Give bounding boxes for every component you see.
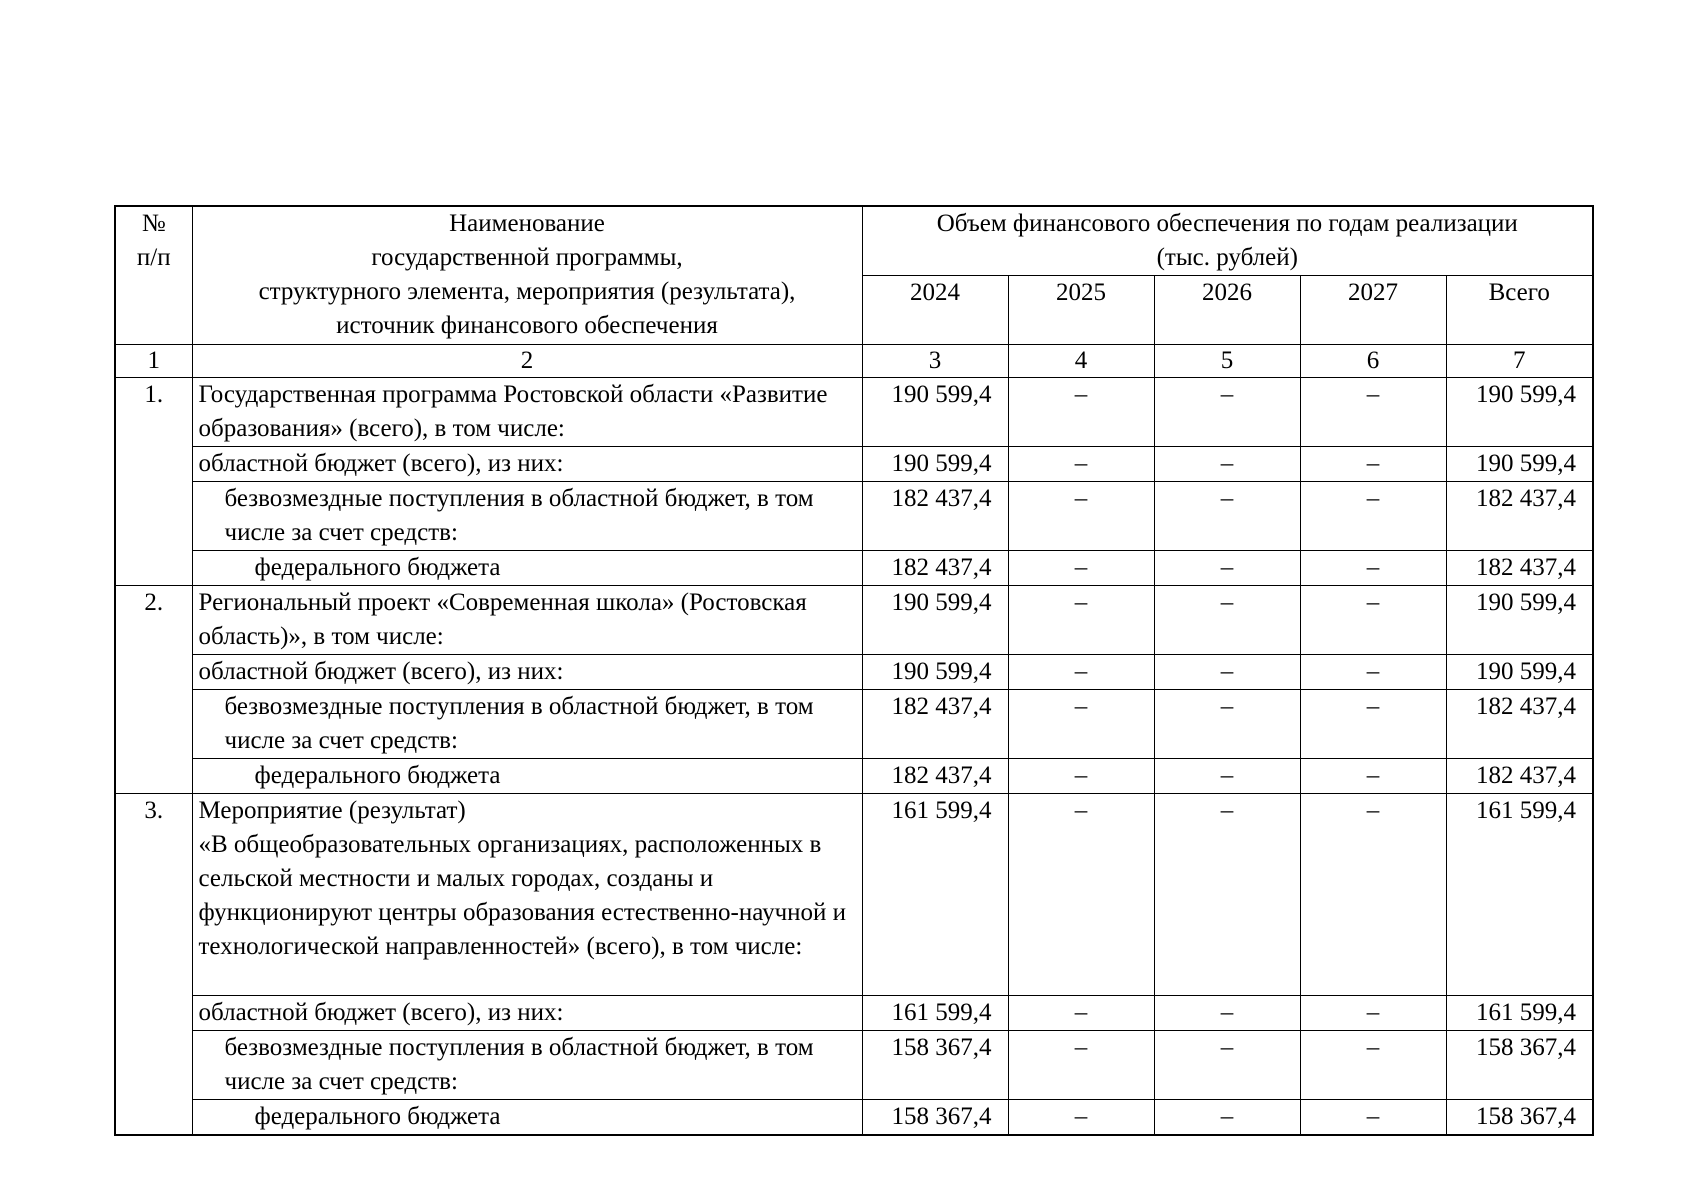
row-total-value: 161 599,4 (1446, 996, 1593, 1031)
row-year-value: – (1300, 378, 1446, 447)
row-year-value: – (1008, 690, 1154, 759)
column-number: 1 (115, 345, 192, 378)
table-row (115, 1031, 1593, 1100)
table-row (115, 551, 1593, 586)
table-row (115, 759, 1593, 794)
row-year-value: 182 437,4 (862, 759, 1008, 794)
header-year-2025: 2025 (1008, 276, 1154, 345)
row-year-value: – (1154, 482, 1300, 551)
table-row (115, 690, 1593, 759)
row-name: безвозмездные поступления в областной бюджет, в том числе за счет средств: (192, 1031, 862, 1100)
row-total-value: 158 367,4 (1446, 1031, 1593, 1100)
row-year-value: – (1300, 551, 1446, 586)
row-year-value: – (1008, 996, 1154, 1031)
header-year-2024: 2024 (862, 276, 1008, 345)
row-total-value: 158 367,4 (1446, 1100, 1593, 1136)
row-number: 3. (115, 794, 192, 1136)
row-year-value: 190 599,4 (862, 586, 1008, 655)
row-year-value: – (1008, 759, 1154, 794)
row-year-value: 182 437,4 (862, 482, 1008, 551)
row-year-value: – (1300, 1100, 1446, 1136)
row-year-value: – (1300, 759, 1446, 794)
row-year-value: – (1300, 447, 1446, 482)
row-year-value: – (1154, 586, 1300, 655)
column-number: 3 (862, 345, 1008, 378)
row-number: 1. (115, 378, 192, 586)
row-year-value: – (1154, 1100, 1300, 1136)
row-name: областной бюджет (всего), из них: (192, 655, 862, 690)
row-total-value: 182 437,4 (1446, 551, 1593, 586)
row-year-value: – (1008, 378, 1154, 447)
header-name: Наименование государственной программы, структурного элемента, мероприятия (результата), источник финансового обеспечения (192, 206, 862, 345)
row-year-value: – (1300, 482, 1446, 551)
row-total-value: 190 599,4 (1446, 586, 1593, 655)
row-year-value: – (1154, 996, 1300, 1031)
row-name: областной бюджет (всего), из них: (192, 447, 862, 482)
table-row (115, 482, 1593, 551)
row-year-value: 182 437,4 (862, 690, 1008, 759)
row-year-value: – (1008, 551, 1154, 586)
row-year-value: – (1154, 1031, 1300, 1100)
column-number: 4 (1008, 345, 1154, 378)
row-total-value: 182 437,4 (1446, 482, 1593, 551)
row-name: областной бюджет (всего), из них: (192, 996, 862, 1031)
table-row (115, 447, 1593, 482)
row-year-value: 182 437,4 (862, 551, 1008, 586)
row-year-value: 158 367,4 (862, 1031, 1008, 1100)
financing-table (114, 205, 1594, 1136)
header-volume: Объем финансового обеспечения по годам реализации (тыс. рублей) (862, 206, 1593, 276)
header-num: № п/п (115, 206, 192, 345)
row-year-value: – (1008, 447, 1154, 482)
table-row (115, 586, 1593, 655)
column-number: 6 (1300, 345, 1446, 378)
row-name: федерального бюджета (192, 759, 862, 794)
header-row-top (115, 206, 1593, 276)
row-name: федерального бюджета (192, 551, 862, 586)
row-name: безвозмездные поступления в областной бюджет, в том числе за счет средств: (192, 690, 862, 759)
header-total: Всего (1446, 276, 1593, 345)
row-total-value: 190 599,4 (1446, 655, 1593, 690)
row-year-value: 161 599,4 (862, 996, 1008, 1031)
row-year-value: – (1300, 794, 1446, 996)
row-year-value: – (1300, 1031, 1446, 1100)
row-number: 2. (115, 586, 192, 794)
row-year-value: – (1154, 655, 1300, 690)
row-year-value: – (1300, 586, 1446, 655)
column-number: 7 (1446, 345, 1593, 378)
row-total-value: 190 599,4 (1446, 447, 1593, 482)
row-year-value: – (1008, 794, 1154, 996)
column-number: 2 (192, 345, 862, 378)
row-year-value: – (1154, 759, 1300, 794)
column-number-row (115, 345, 1593, 378)
row-year-value: – (1154, 378, 1300, 447)
table-row (115, 655, 1593, 690)
row-total-value: 182 437,4 (1446, 759, 1593, 794)
row-year-value: 190 599,4 (862, 655, 1008, 690)
row-year-value: – (1154, 690, 1300, 759)
row-year-value: – (1154, 551, 1300, 586)
header-year-2027: 2027 (1300, 276, 1446, 345)
table-row (115, 996, 1593, 1031)
table-row (115, 378, 1593, 447)
row-total-value: 182 437,4 (1446, 690, 1593, 759)
row-year-value: 158 367,4 (862, 1100, 1008, 1136)
column-number: 5 (1154, 345, 1300, 378)
row-year-value: – (1300, 655, 1446, 690)
row-total-value: 161 599,4 (1446, 794, 1593, 996)
row-year-value: – (1008, 482, 1154, 551)
row-name: Мероприятие (результат) «В общеобразовательных организациях, расположенных в сельской местности и малых городах, созданы и функционируют центры образования естественно-научной и технологической направленностей» (всего), в том числе: (192, 794, 862, 996)
row-name: Государственная программа Ростовской области «Развитие образования» (всего), в том числе: (192, 378, 862, 447)
row-name: безвозмездные поступления в областной бюджет, в том числе за счет средств: (192, 482, 862, 551)
row-year-value: 190 599,4 (862, 447, 1008, 482)
row-year-value: – (1008, 586, 1154, 655)
row-year-value: – (1154, 447, 1300, 482)
row-year-value: – (1008, 655, 1154, 690)
row-name: Региональный проект «Современная школа» (Ростовская область)», в том числе: (192, 586, 862, 655)
row-year-value: 161 599,4 (862, 794, 1008, 996)
row-year-value: – (1300, 996, 1446, 1031)
header-year-2026: 2026 (1154, 276, 1300, 345)
row-year-value: – (1300, 690, 1446, 759)
table-row (115, 1100, 1593, 1136)
row-year-value: – (1008, 1031, 1154, 1100)
table-row (115, 794, 1593, 996)
row-year-value: – (1008, 1100, 1154, 1136)
row-year-value: 190 599,4 (862, 378, 1008, 447)
row-total-value: 190 599,4 (1446, 378, 1593, 447)
row-year-value: – (1154, 794, 1300, 996)
row-name: федерального бюджета (192, 1100, 862, 1136)
